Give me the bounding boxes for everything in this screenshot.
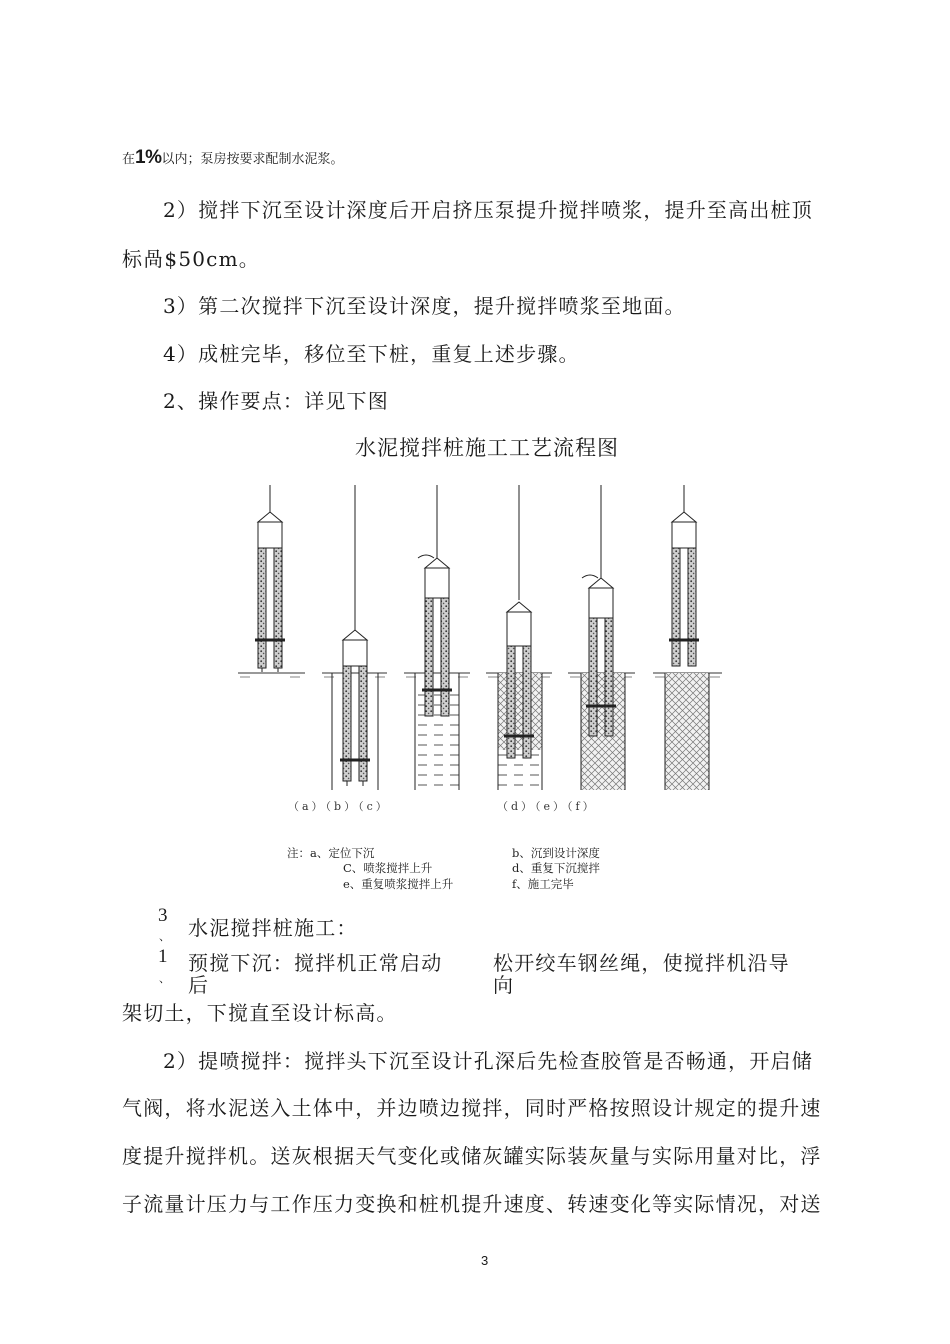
note-e: e、重复喷浆搅拌上升: [343, 877, 454, 891]
section3-clipped-line: [185, 945, 825, 997]
section3-frag3: 向: [493, 973, 515, 997]
stage-e: [581, 485, 625, 790]
para-spray-line4: 子流量计压力与工作压力变换和桩机提升速度、转速变化等实际情况，对送: [122, 1192, 822, 1216]
section3-num-b: 1: [158, 946, 168, 967]
para-spray-line2: 气阀，将水泥送入土体中，并边喷边搅拌，同时严格按照设计规定的提升速: [122, 1096, 822, 1120]
top-line-prefix: 在: [122, 152, 136, 167]
note-b: b、沉到设计深度: [512, 846, 600, 860]
para-spray-line3: 度提升搅拌机。送灰根据天气变化或储灰罐实际装灰量与实际用量对比，浮: [122, 1144, 822, 1168]
para-4: 4）成桩完毕，移位至下桩，重复上述步骤。: [163, 342, 580, 366]
section3-num-a: 3: [158, 905, 168, 926]
note-f: f、施工完毕: [512, 877, 574, 891]
stage-b: [332, 485, 378, 790]
para-cut: 架切土，下搅直至设计标高。: [122, 1001, 398, 1025]
section3-line-a: 预搅下沉：搅拌机正常启动: [188, 951, 443, 975]
top-line-rest: 以内；泵房按要求配制水泥浆。: [161, 152, 344, 167]
para-operation: 2、操作要点：详见下图: [163, 389, 389, 413]
figure-title: 水泥搅拌桩施工工艺流程图: [355, 436, 619, 460]
stage-a: [255, 485, 285, 672]
stage-d: [498, 485, 542, 790]
stage-c: [415, 485, 459, 790]
figure-labels-right: （d）（e）（f）: [497, 800, 597, 813]
para-spray-line1: 2）提喷搅拌：搅拌头下沉至设计孔深后先检查胶管是否畅通，开启储: [163, 1049, 813, 1073]
note-c: C、喷浆搅拌上升: [343, 861, 433, 875]
page-number: 3: [481, 1253, 489, 1268]
stage-f: [665, 485, 709, 790]
note-d: d、重复下沉搅拌: [512, 861, 600, 875]
para-3: 3）第二次搅拌下沉至设计深度，提升搅拌喷浆至地面。: [163, 294, 686, 318]
section3-frag2: 后: [188, 973, 210, 997]
note-a: 注：a、定位下沉: [287, 846, 375, 860]
section3-frag1: 、: [159, 972, 170, 985]
figure-labels-left: （a）（b）（c）: [288, 800, 390, 813]
para-2-line2: 标咼$50cm。: [122, 247, 260, 271]
section3-dot1: 、: [159, 930, 170, 943]
para-2-line1: 2）搅拌下沉至设计深度后开启挤压泵提升搅拌喷浆，提升至高出桩顶: [163, 198, 813, 222]
top-line-percent: 1%: [135, 147, 162, 168]
section3-line-b: 松开绞车钢丝绳，使搅拌机沿导: [493, 951, 790, 975]
section3-heading: 水泥搅拌桩施工：: [188, 916, 358, 940]
